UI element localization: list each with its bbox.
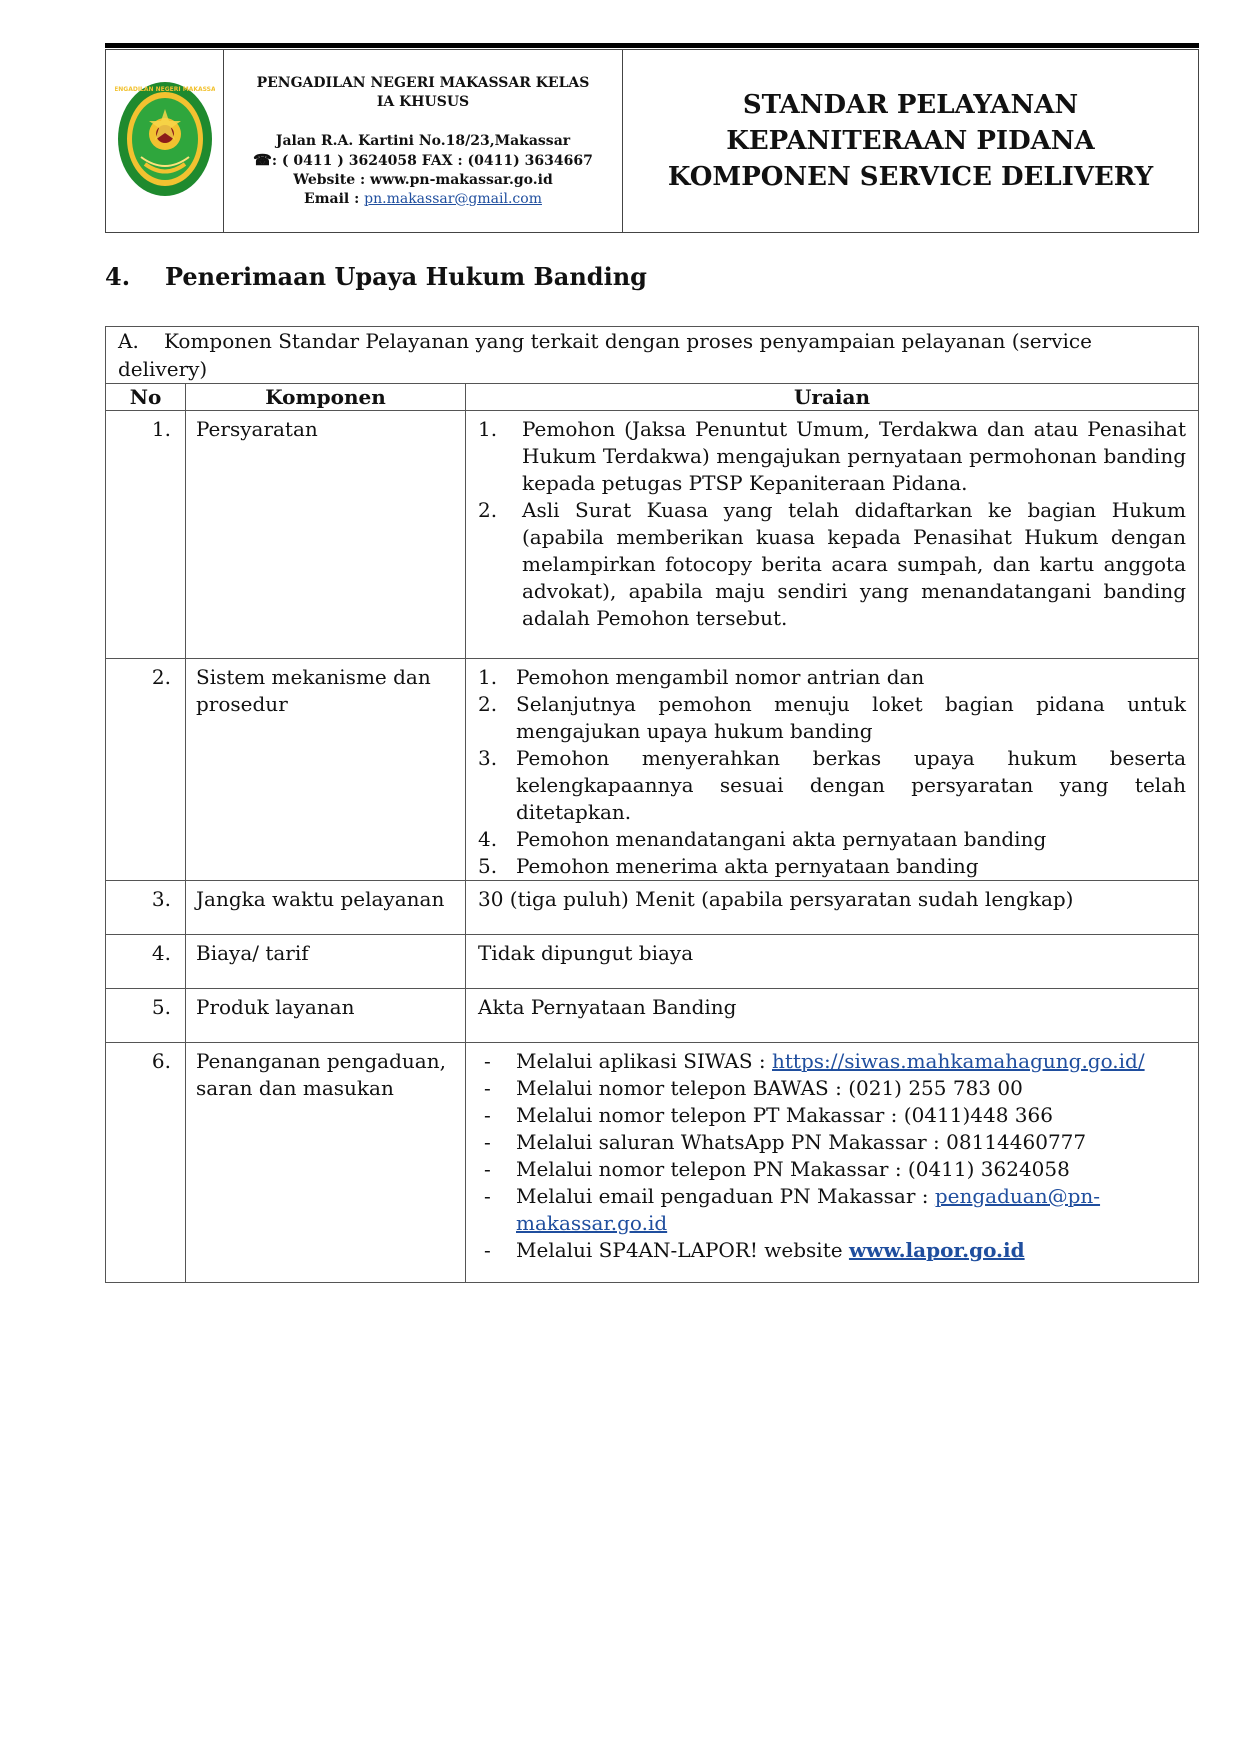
list-item bbox=[478, 497, 1186, 632]
list-text: Pemohon menerima akta pernyataan banding bbox=[516, 854, 979, 878]
logo-text: PENGADILAN NEGERI MAKASSAR bbox=[114, 86, 215, 93]
table-row bbox=[106, 989, 1199, 1043]
list-item bbox=[478, 1183, 1186, 1237]
table-row bbox=[106, 935, 1199, 989]
table-subheading-row bbox=[106, 327, 1199, 384]
list-text: Pemohon mengambil nomor antrian dan bbox=[516, 665, 925, 689]
row-komponen: Persyaratan bbox=[186, 411, 466, 659]
list-item bbox=[478, 664, 1186, 691]
list-text: Melalui saluran WhatsApp PN Makassar : 08114460777 bbox=[516, 1130, 1087, 1154]
table-header-row bbox=[106, 384, 1199, 411]
list-marker: 2. bbox=[478, 692, 498, 716]
list-item bbox=[478, 416, 1186, 497]
row-number: 2. bbox=[106, 659, 186, 881]
lapor-link[interactable]: www.lapor.go.id bbox=[848, 1238, 1025, 1262]
institution-name: PENGADILAN NEGERI MAKASSAR KELAS IA KHUSUS bbox=[256, 74, 590, 110]
list-dash: - bbox=[484, 1238, 491, 1262]
service-standard-table bbox=[105, 326, 1199, 1283]
list-marker: 1. bbox=[478, 417, 498, 441]
list-text: Pemohon menandatangani akta pernyataan banding bbox=[516, 827, 1047, 851]
list-marker: 1. bbox=[478, 665, 498, 689]
list-item bbox=[478, 745, 1186, 826]
phone-icon: ☎ bbox=[253, 150, 272, 169]
row-uraian: Tidak dipungut biaya bbox=[466, 935, 1199, 989]
table-row bbox=[106, 1043, 1199, 1283]
row-komponen: Jangka waktu pelayanan bbox=[186, 881, 466, 935]
subheading-title: Komponen Standar Pelayanan yang terkait dengan proses penyampaian pelayanan (service delivery) bbox=[118, 329, 1092, 381]
list-dash: - bbox=[484, 1184, 491, 1208]
table-row bbox=[106, 411, 1199, 659]
complaint-channels-list bbox=[478, 1048, 1186, 1264]
list-item bbox=[478, 1156, 1186, 1183]
list-text: Pemohon menyerahkan berkas upaya hukum beserta kelengkapaannya sesuai dengan persyaratan yang telah ditetapkan. bbox=[516, 746, 1186, 824]
row-komponen: Produk layanan bbox=[186, 989, 466, 1043]
list-text: Asli Surat Kuasa yang telah didaftarkan ke bagian Hukum (apabila memberikan kuasa kepada Penasihat Hukum dengan melampirkan fotocopy berita acara sumpah, dan kartu anggota advokat), apabila maju sendiri yang menandatangani banding adalah Pemohon tersebut. bbox=[522, 498, 1186, 630]
column-header-no: No bbox=[106, 384, 186, 411]
list-text: Melalui email pengaduan PN Makassar : bbox=[516, 1184, 935, 1208]
row-uraian bbox=[466, 1043, 1199, 1283]
row-uraian bbox=[466, 659, 1199, 881]
list-marker: 4. bbox=[478, 827, 498, 851]
logo-cell bbox=[106, 50, 224, 233]
row-number: 4. bbox=[106, 935, 186, 989]
list-text: Selanjutnya pemohon menuju loket bagian pidana untuk mengajukan upaya hukum banding bbox=[516, 692, 1186, 743]
list-item bbox=[478, 1129, 1186, 1156]
institution-address: Jalan R.A. Kartini No.18/23,Makassar bbox=[275, 132, 571, 149]
institution-email-line bbox=[224, 190, 622, 209]
row-komponen: Sistem mekanisme dan prosedur bbox=[186, 659, 466, 881]
row-uraian bbox=[466, 411, 1199, 659]
section-heading bbox=[105, 262, 647, 291]
list-dash: - bbox=[484, 1130, 491, 1154]
document-title-cell bbox=[623, 50, 1199, 233]
document-title-line3: KOMPONEN SERVICE DELIVERY bbox=[667, 162, 1154, 192]
email-link[interactable]: pn.makassar@gmail.com bbox=[364, 190, 542, 207]
row-uraian: Akta Pernyataan Banding bbox=[466, 989, 1199, 1043]
list-item bbox=[478, 1048, 1186, 1075]
court-logo-icon bbox=[115, 79, 215, 199]
list-marker: 2. bbox=[478, 498, 498, 522]
institution-cell bbox=[224, 50, 623, 233]
row-uraian: 30 (tiga puluh) Menit (apabila persyaratan sudah lengkap) bbox=[466, 881, 1199, 935]
row-number: 1. bbox=[106, 411, 186, 659]
section-number: 4. bbox=[105, 262, 131, 291]
requirements-list bbox=[478, 416, 1186, 632]
siwas-link[interactable]: https://siwas.mahkamahagung.go.id/ bbox=[772, 1049, 1145, 1073]
document-title-line2: KEPANITERAAN PIDANA bbox=[726, 126, 1095, 156]
list-dash: - bbox=[484, 1076, 491, 1100]
table-row bbox=[106, 659, 1199, 881]
email-label: Email : bbox=[304, 190, 365, 207]
list-item bbox=[478, 1075, 1186, 1102]
letterhead bbox=[105, 49, 1199, 233]
column-header-komponen: Komponen bbox=[186, 384, 466, 411]
institution-phone: : ( 0411 ) 3624058 FAX : (0411) 3634667 bbox=[271, 152, 593, 169]
row-number: 5. bbox=[106, 989, 186, 1043]
list-marker: 5. bbox=[478, 854, 498, 878]
institution-phone-line bbox=[224, 151, 622, 171]
procedure-list bbox=[478, 664, 1186, 880]
list-item bbox=[478, 691, 1186, 745]
row-komponen: Penanganan pengaduan, saran dan masukan bbox=[186, 1043, 466, 1283]
list-marker: 3. bbox=[478, 746, 498, 770]
section-title: Penerimaan Upaya Hukum Banding bbox=[165, 262, 647, 291]
table-row bbox=[106, 881, 1199, 935]
column-header-uraian: Uraian bbox=[466, 384, 1199, 411]
list-item bbox=[478, 853, 1186, 880]
list-text: Melalui nomor telepon BAWAS : (021) 255 783 00 bbox=[516, 1076, 1023, 1100]
list-item bbox=[478, 1237, 1186, 1264]
list-item bbox=[478, 826, 1186, 853]
institution-website: Website : www.pn-makassar.go.id bbox=[293, 171, 553, 188]
list-text: Melalui nomor telepon PT Makassar : (0411)448 366 bbox=[516, 1103, 1053, 1127]
table-subheading bbox=[106, 327, 1199, 384]
row-number: 3. bbox=[106, 881, 186, 935]
complaint-email-link[interactable]: pengaduan@pn-makassar.go.id bbox=[516, 1184, 1101, 1235]
list-dash: - bbox=[484, 1049, 491, 1073]
list-item bbox=[478, 1102, 1186, 1129]
subheading-letter: A. bbox=[118, 329, 139, 353]
list-text: Melalui nomor telepon PN Makassar : (0411) 3624058 bbox=[516, 1157, 1070, 1181]
header-top-rule bbox=[105, 43, 1199, 48]
row-number: 6. bbox=[106, 1043, 186, 1283]
row-komponen: Biaya/ tarif bbox=[186, 935, 466, 989]
list-dash: - bbox=[484, 1157, 491, 1181]
list-text: Pemohon (Jaksa Penuntut Umum, Terdakwa dan atau Penasihat Hukum Terdakwa) mengajukan pernyataan permohonan banding kepada petugas PTSP Kepaniteraan Pidana. bbox=[522, 417, 1186, 495]
document-title-line1: STANDAR PELAYANAN bbox=[742, 90, 1079, 120]
list-dash: - bbox=[484, 1103, 491, 1127]
list-text: Melalui aplikasi SIWAS : bbox=[516, 1049, 773, 1073]
list-text: Melalui SP4AN-LAPOR! website bbox=[516, 1238, 849, 1262]
